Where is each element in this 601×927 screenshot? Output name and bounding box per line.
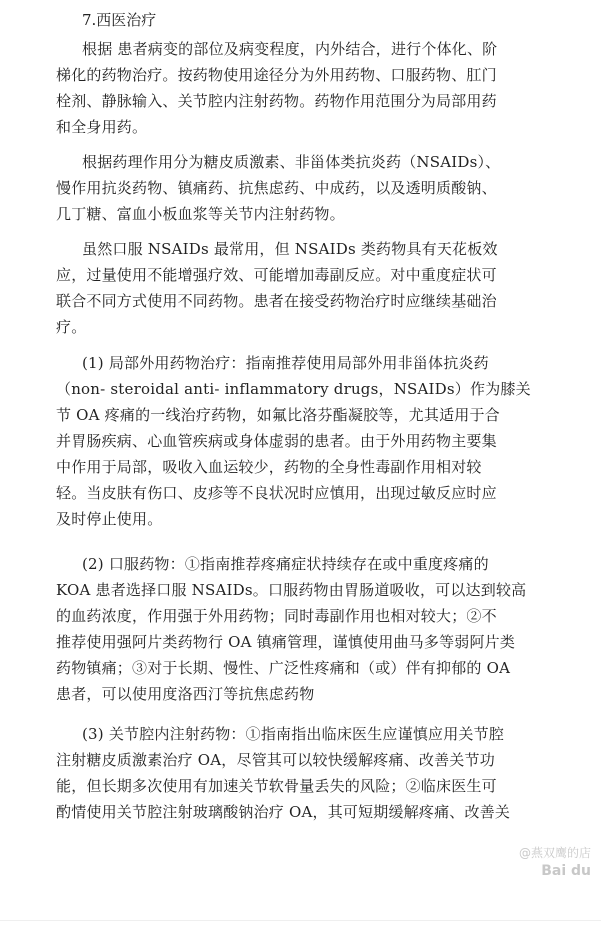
text-line: 几丁糖、富血小板血浆等关节内注射药物。 [56,205,345,223]
watermark-text: @燕双鹰的店 [518,846,591,860]
text-line: 推荐使用强阿片类药物行 OA 镇痛管理，谨慎使用曲马多等弱阿片类 [56,633,516,651]
text-line: 梯化的药物治疗。按药物使用途径分为外用药物、口服药物、肛门 [56,66,497,84]
section-title: 7.西医治疗 [82,11,157,29]
text-line: (2) 口服药物：①指南推荐疼痛症状持续存在或中重度疼痛的 [82,555,489,573]
text-line: 并胃肠疾病、心血管疾病或身体虚弱的患者。由于外用药物主要集 [56,432,497,450]
text-line: (1) 局部外用药物治疗：指南推荐使用局部外用非甾体抗炎药 [82,354,489,372]
page-divider [0,920,601,921]
text-line: 患者，可以使用度洛西汀等抗焦虑药物 [56,685,315,703]
text-line: 中作用于局部，吸收入血运较少，药物的全身性毒副作用相对较 [56,458,482,476]
text-line: 根据 患者病变的部位及病变程度，内外结合，进行个体化、阶 [82,40,498,58]
text-line: 应，过量使用不能增强疗效、可能增加毒副反应。对中重度症状可 [56,266,497,284]
text-line: 轻。当皮肤有伤口、皮疹等不良状况时应慎用，出现过敏反应时应 [56,484,497,502]
text-line: 注射糖皮质激素治疗 OA，尽管其可以较快缓解疼痛、改善关节功 [56,751,495,769]
text-line: 和全身用药。 [56,118,148,136]
text-line: 根据药理作用分为糖皮质激素、非甾体类抗炎药（NSAIDs）、 [82,153,501,171]
text-line: KOA 患者选择口服 NSAIDs。口服药物由胃肠道吸收，可以达到较高 [56,581,527,599]
text-line: 慢作用抗炎药物、镇痛药、抗焦虑药、中成药，以及透明质酸钠、 [56,179,497,197]
text-line: 节 OA 疼痛的一线治疗药物，如氟比洛芬酯凝胶等，尤其适用于合 [56,406,500,424]
text-line: 及时停止使用。 [56,510,163,528]
text-line: （non- steroidal anti- inflammatory drugs，NSAIDs）作为膝关 [56,380,531,398]
text-line: 联合不同方式使用不同药物。患者在接受药物治疗时应继续基础治 [56,292,497,310]
text-line: 能，但长期多次使用有加速关节软骨量丢失的风险；②临床医生可 [56,777,497,795]
text-line: 虽然口服 NSAIDs 最常用，但 NSAIDs 类药物具有天花板效 [82,240,498,258]
baidu-logo: Bai du [541,863,591,879]
text-line: 疗。 [56,318,87,336]
text-line: 酌情使用关节腔注射玻璃酸钠治疗 OA，其可短期缓解疼痛、改善关 [56,803,511,821]
text-line: 药物镇痛；③对于长期、慢性、广泛性疼痛和（或）伴有抑郁的 OA [56,659,511,677]
text-line: 栓剂、静脉输入、关节腔内注射药物。药物作用范围分为局部用药 [56,92,497,110]
text-line: (3) 关节腔内注射药物：①指南指出临床医生应谨慎应用关节腔 [82,725,505,743]
text-line: 的血药浓度，作用强于外用药物；同时毒副作用也相对较大；②不 [56,607,497,625]
